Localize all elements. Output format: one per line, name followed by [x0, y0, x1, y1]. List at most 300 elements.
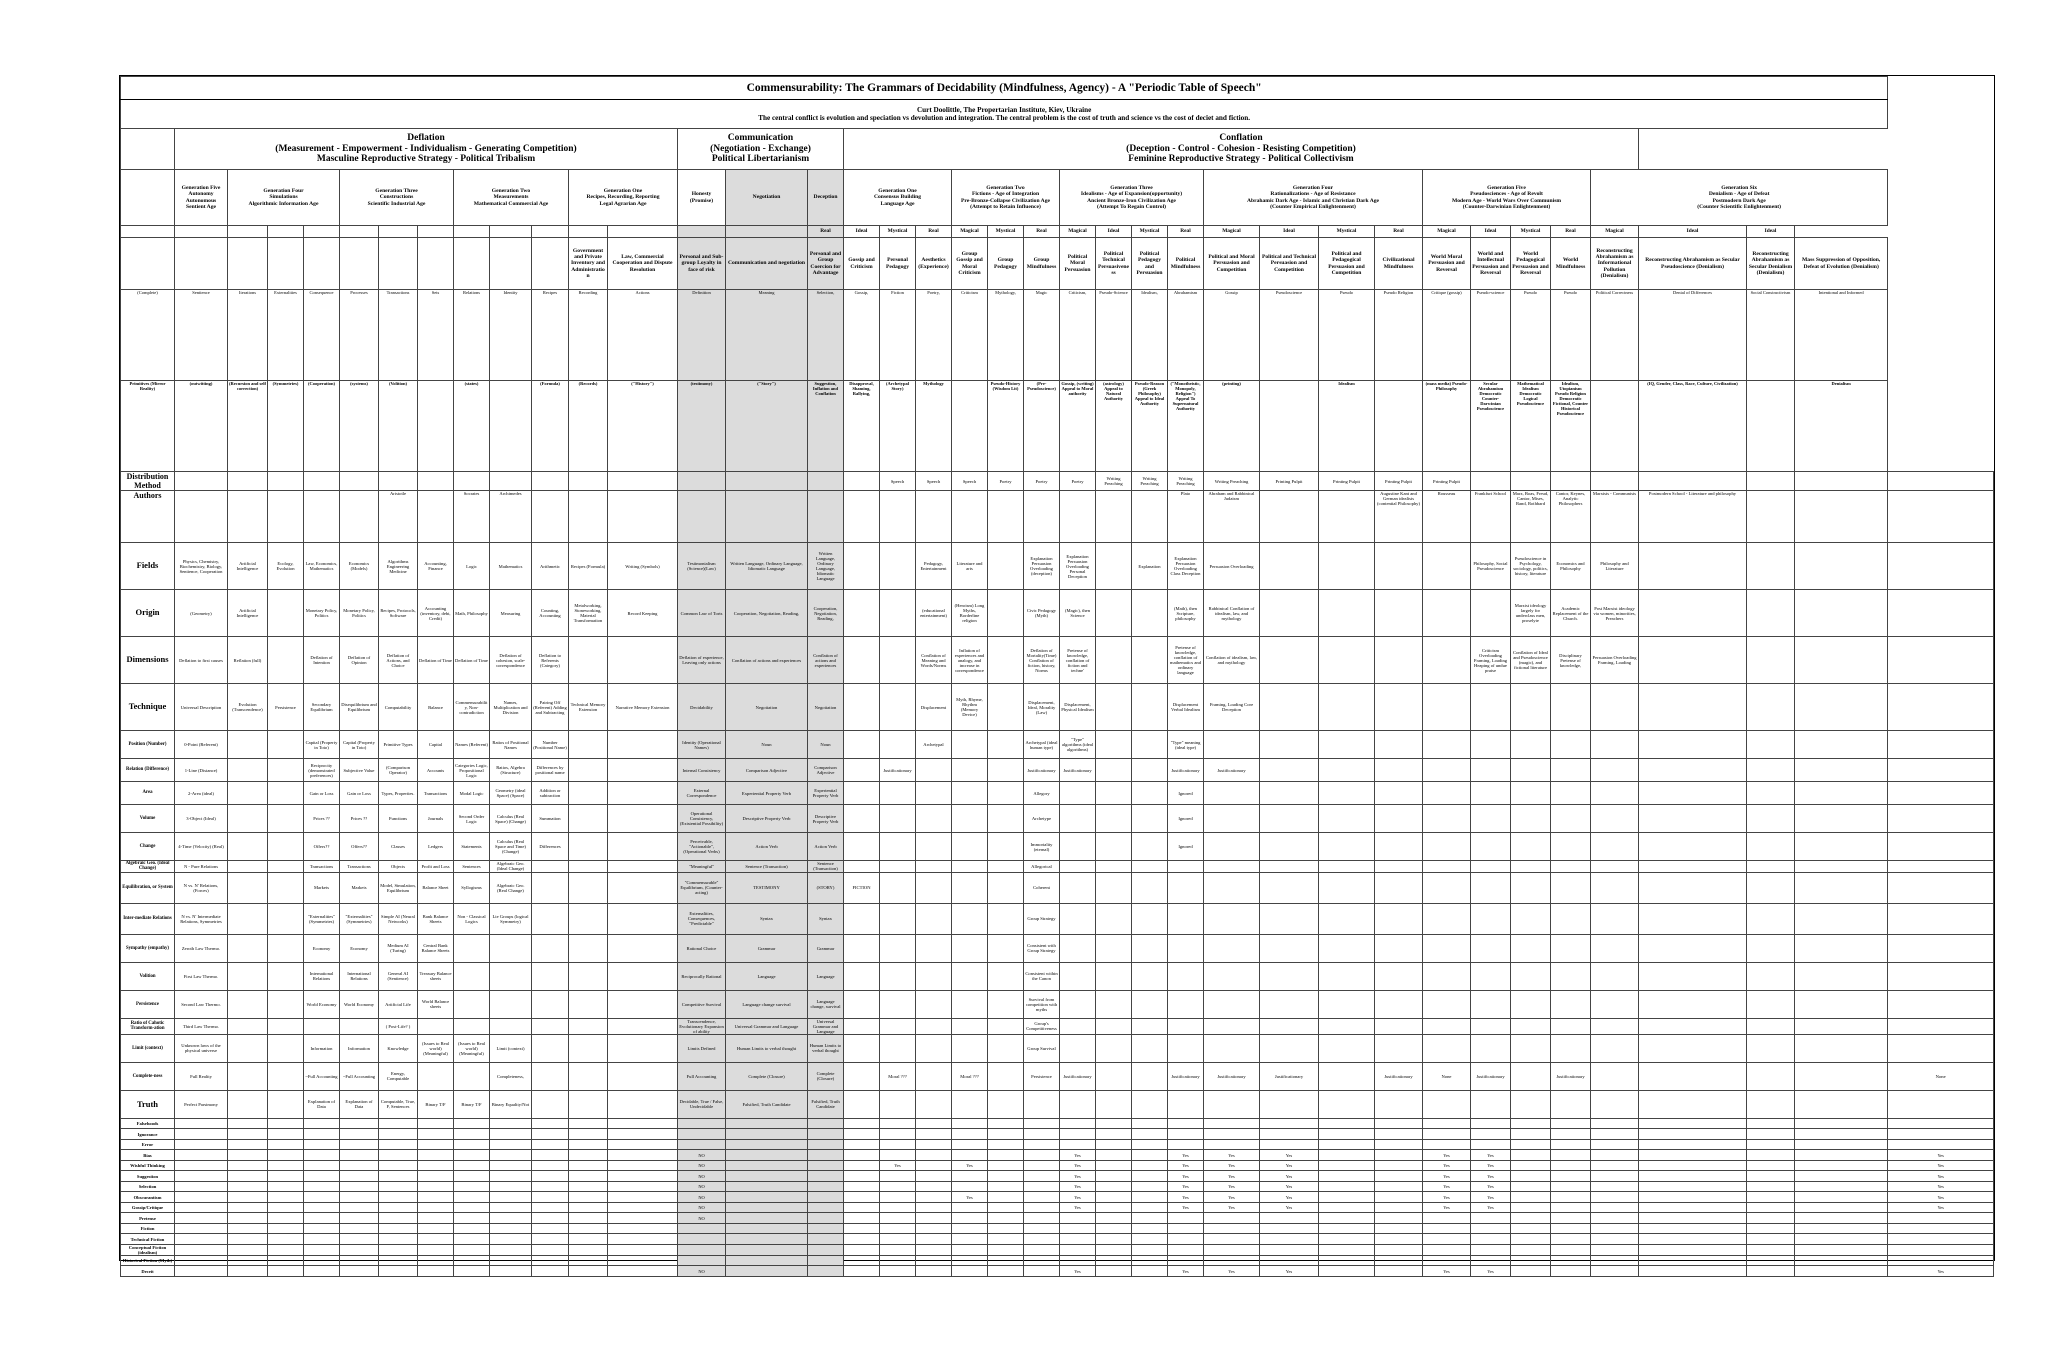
table-cell	[880, 684, 916, 731]
table-cell	[532, 903, 569, 934]
generation-header	[569, 170, 678, 226]
table-cell: Rational Choice	[678, 934, 726, 962]
institution-row-cell: Political Technical Persuasiveness	[1096, 238, 1132, 290]
falsehood-cell: Yes	[1204, 1150, 1260, 1161]
table-cell	[228, 903, 268, 934]
table-cell	[1423, 543, 1471, 590]
falsehood-cell	[808, 1192, 844, 1203]
falsehood-label: Error	[121, 1139, 175, 1150]
falsehood-cell	[1132, 1244, 1168, 1255]
table-cell	[844, 1090, 880, 1118]
row-fields	[121, 543, 1994, 590]
row-algebraic-geo-ideal-change	[121, 861, 1994, 873]
falsehood-cell	[268, 1160, 304, 1171]
real-ideal-row-cell: Ideal	[844, 226, 880, 238]
table-cell: Philosophy and Literature	[1591, 543, 1639, 590]
falsehood-cell	[532, 1118, 569, 1129]
falsehood-cell	[726, 1118, 808, 1129]
row-label: Volume	[121, 805, 175, 833]
table-cell: Pairing Off (Referent) Adding and Subtracting	[532, 684, 569, 731]
real-ideal-row-cell: Real	[1551, 226, 1591, 238]
table-cell: Justificationary	[1551, 1062, 1591, 1090]
table-cell	[1096, 934, 1132, 962]
super-header	[175, 129, 678, 170]
falsehood-cell	[988, 1213, 1024, 1224]
falsehood-cell	[916, 1223, 952, 1234]
table-cell	[1639, 903, 1747, 934]
falsehood-cell	[1795, 1150, 1888, 1161]
table-cell	[608, 491, 678, 543]
table-cell: Capital (Property in Toto)	[340, 731, 379, 759]
table-cell	[880, 1034, 916, 1062]
table-cell: Abraham and Rabbinical Judaism	[1204, 491, 1260, 543]
table-cell	[916, 782, 952, 805]
table-cell	[569, 472, 608, 491]
primary-row-cell: Intentional and Informed	[1795, 290, 1888, 381]
table-cell	[1204, 805, 1260, 833]
row-label: Ratio of Cahotic Transform-ation	[121, 1018, 175, 1034]
primary-row-cell: Identity	[490, 290, 532, 381]
falsehood-cell: Yes	[1260, 1181, 1319, 1192]
table-cell: Ratios, Algebra (Structure)	[490, 759, 532, 782]
table-cell	[228, 872, 268, 903]
table-cell	[916, 903, 952, 934]
falsehood-cell	[608, 1160, 678, 1171]
table-cell: Model, Simulation, Equilibrium	[379, 872, 418, 903]
table-cell: Accounting, Finance	[418, 543, 454, 590]
falsehood-cell	[175, 1223, 228, 1234]
generation-header-line: Legal Agrarian Age	[599, 200, 647, 207]
table-cell: Economics (Models)	[340, 543, 379, 590]
falsehood-cell	[304, 1223, 340, 1234]
falsehood-cell	[1260, 1139, 1319, 1150]
table-cell	[988, 833, 1024, 861]
generation-header-line: Rationalizations - Age of Resistance	[1270, 191, 1356, 198]
table-cell	[569, 491, 608, 543]
table-cell	[1204, 1018, 1260, 1034]
table-cell: Displacement, Physical Idealism	[1060, 684, 1096, 731]
row-ratio-of-cahotic-transform-ation	[121, 1018, 1994, 1034]
falsehood-cell	[304, 1192, 340, 1203]
table-cell	[1168, 962, 1204, 990]
generation-header-line: Generation One	[878, 188, 917, 195]
table-cell: Commensurability, Non-contradiction	[454, 684, 490, 731]
falsehood-cell: Yes	[1888, 1181, 1994, 1192]
table-cell: (Comparison Operator)	[379, 759, 418, 782]
institution-row-cell	[340, 238, 379, 290]
table-cell: Number (Positional Name)	[532, 731, 569, 759]
table-cell: First Law Thermo.	[175, 962, 228, 990]
falsehood-cell	[340, 1244, 379, 1255]
falsehood-cell	[228, 1202, 268, 1213]
real-ideal-row-cell: Ideal	[1747, 226, 1795, 238]
falsehood-cell	[880, 1202, 916, 1213]
table-cell	[1511, 861, 1551, 873]
table-cell: Conflation of Meaning and Words/Norms	[916, 637, 952, 684]
falsehood-cell	[1639, 1129, 1747, 1140]
table-cell: Falsified, Truth Candidate	[726, 1090, 808, 1118]
falsehood-cell	[1024, 1171, 1060, 1182]
falsehood-cell	[340, 1255, 379, 1266]
table-cell	[532, 1062, 569, 1090]
table-cell: Offers??	[340, 833, 379, 861]
falsehood-cell	[1591, 1255, 1639, 1266]
table-cell	[1024, 1090, 1060, 1118]
table-cell	[1375, 861, 1423, 873]
row-label: Change	[121, 833, 175, 861]
generation-header	[1060, 170, 1204, 226]
falsehood-cell	[808, 1255, 844, 1266]
table-cell	[1096, 782, 1132, 805]
falsehood-cell	[569, 1129, 608, 1140]
table-cell: Reflation (full)	[228, 637, 268, 684]
table-cell: Archetype	[1024, 805, 1060, 833]
table-cell	[1795, 782, 1888, 805]
falsehood-cell	[988, 1160, 1024, 1171]
falsehood-cell	[678, 1129, 726, 1140]
falsehood-cell	[304, 1150, 340, 1161]
table-cell	[268, 472, 304, 491]
falsehood-cell	[1132, 1181, 1168, 1192]
table-cell	[678, 472, 726, 491]
falsehood-cell	[418, 1213, 454, 1224]
table-cell	[228, 861, 268, 873]
falsehood-cell: Yes	[1168, 1192, 1204, 1203]
falsehood-cell	[340, 1139, 379, 1150]
generation-header-line: Modern Age - World Wars Over Communism	[1451, 197, 1562, 204]
table-cell	[1511, 1090, 1551, 1118]
super-header-row	[121, 129, 1994, 170]
falsehood-cell	[880, 1181, 916, 1192]
falsehood-cell	[1132, 1192, 1168, 1203]
generation-header-line: Mathematical Commercial Age	[473, 200, 549, 207]
row-equilibration-or-system	[121, 872, 1994, 903]
falsehood-cell	[1132, 1129, 1168, 1140]
primary-row-cell	[490, 381, 532, 472]
table-cell: Group's Competitiveness	[1024, 1018, 1060, 1034]
primary-row-cell	[1260, 381, 1319, 472]
falsehood-cell	[1747, 1171, 1795, 1182]
table-cell	[952, 962, 988, 990]
table-cell: Displacement Verbal Idealism	[1168, 684, 1204, 731]
falsehood-cell	[532, 1139, 569, 1150]
table-cell	[1096, 637, 1132, 684]
primary-row-cell: Idealism, Utopianism Pseudo Religion Democratic Fictional, Counter Historical Pseudoscience	[1551, 381, 1591, 472]
table-cell: Central Bank Balance Sheets	[418, 934, 454, 962]
table-cell	[1639, 684, 1747, 731]
falsehood-cell: Yes	[1260, 1171, 1319, 1182]
institution-row-cell: Civilizational Mindfulness	[1375, 238, 1423, 290]
table-cell: Statements	[454, 833, 490, 861]
falsehood-cell	[1551, 1181, 1591, 1192]
institution-row-cell	[304, 238, 340, 290]
table-cell: Functions	[379, 805, 418, 833]
falsehood-cell	[916, 1171, 952, 1182]
super-header-line: Political Libertarianism	[711, 154, 810, 165]
falsehood-cell	[340, 1266, 379, 1277]
table-cell: Second Law Thermo.	[175, 990, 228, 1018]
table-cell	[1471, 1034, 1511, 1062]
falsehood-cell	[418, 1234, 454, 1245]
table-cell: Bank Balance Sheets	[418, 903, 454, 934]
falsehood-cell	[532, 1223, 569, 1234]
real-ideal-row-cell: Magical	[952, 226, 988, 238]
falsehood-cell	[726, 1171, 808, 1182]
table-cell: Narrative Memory Extension	[608, 684, 678, 731]
periodic-table-sheet	[119, 75, 1995, 1274]
table-cell: Justificationary	[1060, 1062, 1096, 1090]
falsehood-cell	[952, 1234, 988, 1245]
table-cell: Conflation of idealism, law, and mythology	[1204, 637, 1260, 684]
table-cell: Frankfurt School	[1471, 491, 1511, 543]
table-cell: Artificial Intelligence	[228, 590, 268, 637]
falsehood-cell	[175, 1160, 228, 1171]
table-cell	[1471, 590, 1511, 637]
generation-header-line: Generation One	[603, 188, 643, 195]
falsehood-cell	[1204, 1255, 1260, 1266]
falsehood-cell	[844, 1160, 880, 1171]
falsehood-row	[121, 1171, 1994, 1182]
table-cell	[608, 1018, 678, 1034]
table-cell: Universal Description	[175, 684, 228, 731]
falsehood-cell	[1132, 1213, 1168, 1224]
falsehood-cell: Yes	[1888, 1171, 1994, 1182]
falsehood-cell: Yes	[1168, 1171, 1204, 1182]
generation-header-line: (Counter Empirical Enlightenment)	[1270, 203, 1356, 210]
primary-row-cell: (Pre-Pseudoscience)	[1024, 381, 1060, 472]
table-cell	[1591, 861, 1639, 873]
table-cell	[1591, 962, 1639, 990]
table-cell: Capital	[418, 731, 454, 759]
table-cell	[880, 833, 916, 861]
falsehood-cell	[454, 1202, 490, 1213]
table-cell	[1591, 990, 1639, 1018]
institution-row-cell	[379, 238, 418, 290]
falsehood-cell: Yes	[1888, 1150, 1994, 1161]
generation-header-line: Language Age	[880, 200, 915, 207]
falsehood-cell	[1639, 1118, 1747, 1129]
table-cell	[228, 805, 268, 833]
table-cell: Postmodern School - Literature and philosophy	[1639, 491, 1747, 543]
falsehood-cell	[418, 1181, 454, 1192]
table-cell	[1375, 1090, 1423, 1118]
real-ideal-row-cell: Real	[1024, 226, 1060, 238]
falsehood-cell	[490, 1118, 532, 1129]
primary-row-cell: Critique (gossip)	[1423, 290, 1471, 381]
falsehood-cell	[1060, 1129, 1096, 1140]
falsehood-cell	[916, 1255, 952, 1266]
table-cell: Literature and arts	[952, 543, 988, 590]
primary-row-cell: Recipes	[532, 290, 569, 381]
table-cell	[1132, 1062, 1168, 1090]
table-cell	[916, 805, 952, 833]
table-cell	[608, 805, 678, 833]
table-cell	[880, 782, 916, 805]
table-cell	[1795, 637, 1888, 684]
falsehood-cell	[379, 1181, 418, 1192]
falsehood-cell	[808, 1160, 844, 1171]
falsehood-cell	[454, 1118, 490, 1129]
table-cell	[952, 934, 988, 962]
falsehood-cell	[490, 1181, 532, 1192]
real-ideal-row-cell	[418, 226, 454, 238]
table-cell: Printing Pulpit	[1260, 472, 1319, 491]
falsehood-cell	[1260, 1223, 1319, 1234]
institution-row-cell: Political and Moral Persuasion and Competition	[1204, 238, 1260, 290]
falsehood-cell	[678, 1244, 726, 1255]
table-cell: Cooperation, Negotiation, Reading,	[726, 590, 808, 637]
falsehood-cell	[1132, 1266, 1168, 1277]
table-cell	[1260, 861, 1319, 873]
real-ideal-row-cell: Ideal	[1639, 226, 1747, 238]
falsehood-cell	[808, 1139, 844, 1150]
falsehood-cell	[1747, 1234, 1795, 1245]
table-cell: Technical Memory Extension	[569, 684, 608, 731]
table-cell	[1511, 1034, 1551, 1062]
falsehood-cell	[1060, 1234, 1096, 1245]
table-cell: Unknown laws of the physical universe	[175, 1034, 228, 1062]
page-subtitle-line: Curt Doolittle, The Propertarian Institute, Kiev, Ukraine	[916, 105, 1092, 114]
falsehood-cell	[569, 1266, 608, 1277]
falsehood-cell	[1551, 1234, 1591, 1245]
table-cell	[1888, 1090, 1994, 1118]
falsehood-cell	[1591, 1213, 1639, 1224]
table-cell: "Type" meaning (ideal type)	[1168, 731, 1204, 759]
table-cell: Printing Pulpit	[1423, 472, 1471, 491]
table-cell	[1747, 543, 1795, 590]
table-cell	[1795, 1018, 1888, 1034]
table-cell	[1471, 903, 1511, 934]
table-cell: Ignored	[1168, 805, 1204, 833]
table-cell	[1591, 1018, 1639, 1034]
table-cell	[916, 872, 952, 903]
falsehood-cell	[1591, 1139, 1639, 1150]
falsehood-cell	[340, 1171, 379, 1182]
falsehood-cell	[454, 1192, 490, 1203]
falsehood-cell	[880, 1118, 916, 1129]
table-cell	[608, 472, 678, 491]
table-cell: Syntax	[808, 903, 844, 934]
falsehood-cell	[1888, 1129, 1994, 1140]
falsehood-cell	[175, 1192, 228, 1203]
table-cell	[1132, 805, 1168, 833]
primary-row-cell: Recording	[569, 290, 608, 381]
table-cell	[228, 1090, 268, 1118]
table-cell: Economics and Philosophy	[1551, 543, 1591, 590]
table-cell: Deflation to Referents (Category)	[532, 637, 569, 684]
table-cell: 2-Area (ideal)	[175, 782, 228, 805]
primary-row-cell: ("Monotheistic, Monopoly, Religion") Appeal To Supernatural Authority	[1168, 381, 1204, 472]
real-ideal-row-cell: Mystical	[1132, 226, 1168, 238]
falsehood-cell	[726, 1139, 808, 1150]
generation-header-line: Idealisms - Age of Expansion(opportunity)	[1080, 191, 1183, 198]
falsehood-cell	[1204, 1244, 1260, 1255]
table-cell: Reciprocally Rational	[678, 962, 726, 990]
falsehood-cell	[1795, 1171, 1888, 1182]
table-cell: Prices ??	[340, 805, 379, 833]
table-cell: Summation	[532, 805, 569, 833]
table-cell: World Economy	[304, 990, 340, 1018]
primary-row-cell: Relations	[454, 290, 490, 381]
super-header-line: (Negotiation - Exchange)	[710, 143, 811, 154]
table-cell: Myth, Rhyme, Rhythm (Memory Device)	[952, 684, 988, 731]
falsehood-cell	[726, 1223, 808, 1234]
real-ideal-row-cell: Real	[1375, 226, 1423, 238]
table-cell	[1060, 833, 1096, 861]
falsehood-cell	[1591, 1244, 1639, 1255]
table-cell	[1639, 590, 1747, 637]
falsehood-cell	[1639, 1255, 1747, 1266]
table-cell	[1375, 637, 1423, 684]
primary-row-cell: (states)	[454, 381, 490, 472]
falsehood-cell	[880, 1171, 916, 1182]
primary-row-cell: Mythology	[916, 381, 952, 472]
table-cell	[268, 590, 304, 637]
primary-row-cell: Meaning	[726, 290, 808, 381]
table-cell: Pretense of knowledge, conflation of fiction and techne'	[1060, 637, 1096, 684]
table-cell	[418, 1062, 454, 1090]
table-cell: Zeroth Law Thermo.	[175, 934, 228, 962]
falsehood-cell	[1096, 1192, 1132, 1203]
falsehood-cell	[1096, 1181, 1132, 1192]
table-cell: Externalities, Consequences, "Predictable"	[678, 903, 726, 934]
table-cell	[1639, 805, 1747, 833]
primary-row-cell: (Records)	[569, 381, 608, 472]
table-cell: Geometry (ideal Space) (Space)	[490, 782, 532, 805]
table-cell: Mathematics	[490, 543, 532, 590]
primary-row-cell: Pseudo	[1511, 290, 1551, 381]
falsehood-row	[121, 1118, 1994, 1129]
falsehood-cell: Yes	[1260, 1266, 1319, 1277]
table-cell	[1888, 833, 1994, 861]
table-cell	[569, 637, 608, 684]
falsehood-cell	[228, 1234, 268, 1245]
table-cell	[880, 543, 916, 590]
falsehood-row	[121, 1223, 1994, 1234]
table-cell	[952, 759, 988, 782]
falsehood-cell	[1319, 1266, 1375, 1277]
real-ideal-row-cell: Ideal	[1096, 226, 1132, 238]
table-cell	[844, 637, 880, 684]
table-cell	[1168, 934, 1204, 962]
falsehood-cell	[1591, 1118, 1639, 1129]
falsehood-cell: Yes	[1204, 1171, 1260, 1182]
table-cell	[268, 782, 304, 805]
falsehood-cell	[608, 1234, 678, 1245]
row-label: Persistence	[121, 990, 175, 1018]
table-cell: Pseudoscience in Psychology, sociology, politics, history, literature	[1511, 543, 1551, 590]
falsehood-label: Deceit	[121, 1266, 175, 1277]
table-cell: Treasury Balance sheets	[418, 962, 454, 990]
real-ideal-row-cell: Real	[1168, 226, 1204, 238]
falsehood-cell	[1375, 1202, 1423, 1213]
table-cell	[1591, 684, 1639, 731]
table-cell	[880, 1090, 916, 1118]
primary-row-cell: Pseudo	[1319, 290, 1375, 381]
primary-row	[121, 381, 1994, 472]
falsehood-cell	[1888, 1223, 1994, 1234]
table-cell: Justificationary	[1204, 759, 1260, 782]
falsehood-cell	[1423, 1213, 1471, 1224]
table-cell: Complete (Closure)	[808, 1062, 844, 1090]
falsehood-cell	[1423, 1118, 1471, 1129]
table-cell: Deflation of Actions, and Choice	[379, 637, 418, 684]
table-cell	[952, 990, 988, 1018]
falsehood-cell: Yes	[1060, 1171, 1096, 1182]
falsehood-label: Falsehoods	[121, 1118, 175, 1129]
table-cell: Non - Classical Logics	[454, 903, 490, 934]
falsehood-cell	[418, 1150, 454, 1161]
